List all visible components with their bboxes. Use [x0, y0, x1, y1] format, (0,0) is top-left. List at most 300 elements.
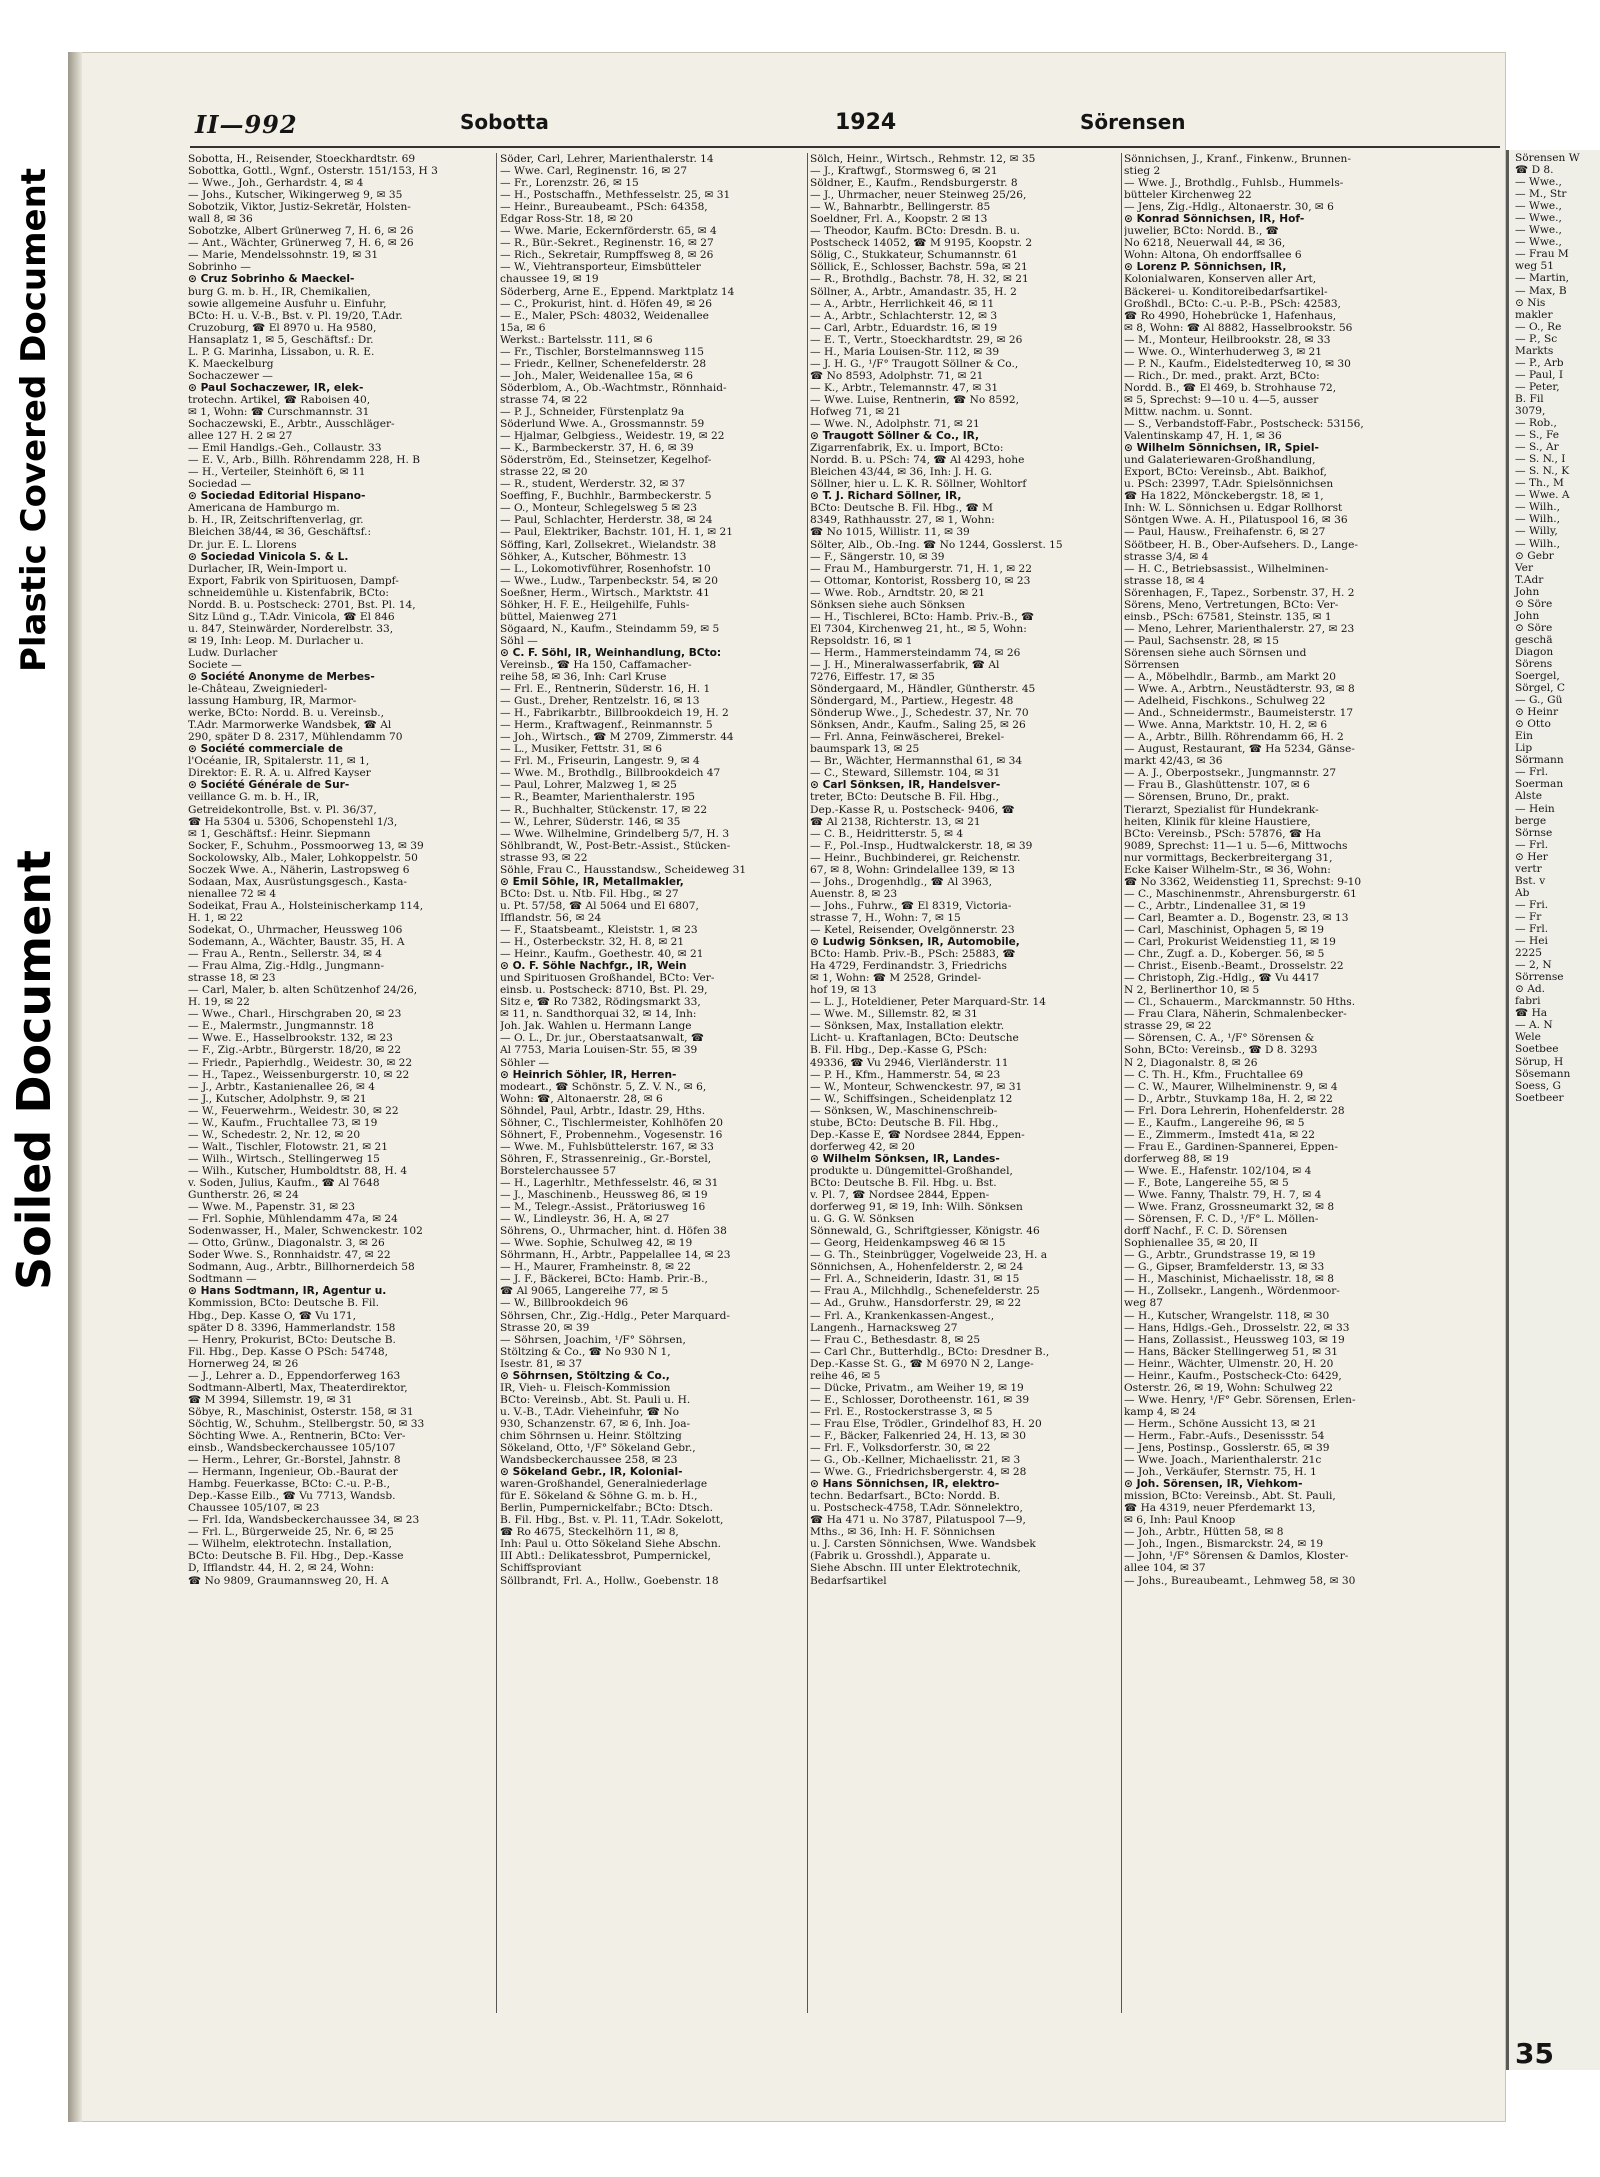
directory-entry-line: u. G. G. W. Sönksen	[810, 1213, 915, 1226]
directory-entry-line: — R., Buchhalter, Stückenstr. 17, ✉ 22	[500, 803, 708, 816]
directory-entry-line: 8349, Rathhausstr. 27, ✉ 1, Wohn:	[810, 514, 995, 527]
directory-entry-line: ⊙ C. F. Söhl, IR, Weinhandlung, BCto:	[500, 646, 722, 659]
directory-entry-line: Direktor: E. R. A. u. Alfred Kayser	[188, 767, 371, 780]
directory-entry-line: — Frau Alma, Zig.-Hdlg., Jungmann-	[188, 960, 385, 973]
directory-entry-line: Söhle, Frau C., Hausstandsw., Scheideweg 31	[500, 863, 747, 876]
directory-entry-line: einsb. u. Postscheck: 8710, Bst. Pl. 29,	[500, 984, 708, 997]
directory-entry-line: ☎ Al 9065, Langereihe 77, ✉ 5	[500, 1285, 669, 1298]
directory-entry-line: — K., Barmbeckerstr. 37, H. 6, ✉ 39	[500, 442, 694, 455]
directory-entry-line: ✉ 1, Wohn: ☎ M 2528, Grindel-	[810, 972, 982, 985]
directory-entry-line: Nordd. B., ☎ El 469, b. Strohhause 72,	[1124, 381, 1337, 394]
directory-entry-line: — Frau E., Gardinen-Spannerei, Eppen-	[1124, 1140, 1338, 1153]
directory-entry-line: Söhnert, F., Probennehm., Vogesenstr. 16	[500, 1128, 723, 1141]
directory-entry-line: — Wwe. M., Papenstr. 31, ✉ 23	[188, 1201, 355, 1214]
directory-entry-line: — Christ., Eisenb.-Beamt., Drosselstr. 22	[1124, 960, 1344, 973]
next-page-line: — Fri.	[1515, 898, 1549, 911]
directory-entry-line: — Wilh., Kutscher, Humboldtstr. 88, H. 4	[188, 1164, 408, 1177]
directory-entry-line: — Herm., Hammersteindamm 74, ✉ 26	[810, 646, 1021, 659]
column-divider	[496, 153, 497, 2013]
next-page-edge	[1506, 150, 1600, 2070]
directory-entry-line: El 7304, Kirchenweg 21, ht., ✉ 5, Wohn:	[810, 622, 1027, 635]
directory-entry-line: Socker, F., Schuhm., Possmoorweg 13, ✉ 39	[188, 839, 424, 852]
directory-entry-line: lassung Hamburg, IR, Marmor-	[188, 695, 357, 708]
directory-entry-line: — Paul, Hausw., Freihafenstr. 6, ✉ 27	[1124, 526, 1326, 539]
directory-entry-line: — Wwe. Fanny, Thalstr. 79, H. 7, ✉ 4	[1124, 1189, 1322, 1202]
directory-entry-line: Söffing, Karl, Zollsekret., Wielandstr. 38	[500, 538, 717, 551]
directory-entry-line: — Hans, Bäcker Stellingerweg 51, ✉ 31	[1124, 1345, 1338, 1358]
next-page-line: ⊙ Otto	[1515, 718, 1551, 731]
next-page-line: Sörens	[1515, 657, 1553, 670]
directory-entry-line: Sitz Lünd g., T.Adr. Vinicola, ☎ El 846	[188, 610, 395, 623]
directory-entry-line: D, Ifflandstr. 44, H. 2, ✉ 24, Wohn:	[188, 1562, 375, 1575]
directory-entry-line: Sönderup Wwe., J., Schedestr. 37, Nr. 70	[810, 707, 1029, 720]
directory-entry-line: Söderblom, A., Ob.-Wachtmstr., Rönnhaid-	[500, 381, 727, 394]
directory-entry-line: Werkst.: Bartelsstr. 111, ✉ 6	[500, 333, 653, 346]
directory-entry-line: Sönksen, Andr., Kaufm., Saling 25, ✉ 26	[810, 719, 1026, 732]
directory-entry-line: — E., Kaufm., Langereihe 96, ✉ 5	[1124, 1116, 1305, 1129]
directory-entry-line: — Wwe. Joach., Marienthalerstr. 21c	[1124, 1454, 1322, 1467]
directory-entry-line: Sodeikat, Frau A., Holsteinischerkamp 114,	[188, 899, 424, 912]
directory-entry-line: — Wwe. J., Brothdlg., Fuhlsb., Hummels-	[1124, 177, 1344, 190]
directory-entry-line: — Wwe. E., Hasselbrookstr. 132, ✉ 23	[188, 1032, 393, 1045]
directory-entry-line: — A. J., Oberpostsekr., Jungmannstr. 27	[1124, 767, 1337, 780]
directory-entry-line: — R., Beamter, Marienthalerstr. 195	[500, 791, 695, 804]
directory-entry-line: — H., Tapez., Weissenburgerstr. 10, ✉ 22	[188, 1068, 410, 1081]
directory-entry-line: — Frau C., Bethesdastr. 8, ✉ 25	[810, 1333, 981, 1346]
directory-entry-line: bütteler Kirchenweg 22	[1124, 189, 1252, 202]
directory-entry-line: Sobrinho —	[188, 261, 251, 274]
directory-entry-line: Langenh., Harnacksweg 27	[810, 1321, 958, 1334]
directory-entry-line: ✉ 1, Wohn: ☎ Curschmannstr. 31	[188, 405, 370, 418]
next-page-line: 2225	[1515, 947, 1542, 960]
directory-entry-line: — Chr., Zugf. a. D., Koberger. 56, ✉ 5	[1124, 948, 1325, 961]
next-page-line: — Hei	[1515, 935, 1548, 948]
directory-entry-line: strasse 22, ✉ 20	[500, 466, 588, 479]
directory-entry-line: einsb., PSch: 67581, Steinstr. 135, ✉ 1	[1124, 610, 1332, 623]
directory-entry-line: — Ant., Wächter, Grünerweg 7, H. 6, ✉ 26	[188, 237, 414, 250]
directory-entry-line: — Frau A., Rentn., Sellerstr. 34, ✉ 4	[188, 948, 383, 961]
next-page-line: Soergel,	[1515, 670, 1560, 683]
next-page-line: — 2, N	[1515, 959, 1552, 972]
directory-entry-line: — Johs., Drogenhdlg., ☎ Al 3963,	[810, 875, 992, 888]
directory-entry-line: N 2, Berlinerthor 10, ✉ 5	[1124, 984, 1260, 997]
directory-entry-line: — J. F., Bäckerei, BCto: Hamb. Prir.-B.,	[500, 1273, 708, 1286]
directory-entry-line: Joh. Jak. Wahlen u. Hermann Lange	[500, 1020, 692, 1033]
directory-entry-line: — Carl, Arbtr., Eduardstr. 16, ✉ 19	[810, 321, 998, 334]
directory-entry-line: Sodekat, O., Uhrmacher, Heussweg 106	[188, 924, 403, 936]
next-page-line: T.Adr	[1515, 573, 1544, 586]
directory-entry-line: — Marie, Mendelssohnstr. 19, ✉ 31	[188, 249, 379, 262]
next-page-line: — Martin,	[1515, 272, 1570, 285]
directory-entry-line: — Wwe. A., Arbtrn., Neustädterstr. 93, ✉ 8	[1124, 683, 1355, 696]
directory-entry-line: — C., Prokurist, hint. d. Höfen 49, ✉ 26	[500, 297, 712, 310]
directory-entry-line: Sögaard, N., Kaufm., Steindamm 59, ✉ 5	[500, 622, 720, 635]
soiled-document-label: Soiled Document	[7, 849, 61, 1291]
directory-entry-line: B. Fil. Hbg., Dep.-Kasse G, PSch:	[810, 1044, 988, 1057]
directory-entry-line: ✉ 8, Wohn: ☎ Al 8882, Hasselbrookstr. 56	[1124, 321, 1353, 334]
directory-entry-line: dorferweg 42, ✉ 20	[810, 1140, 915, 1153]
directory-entry-line: — Otto, Grünw., Diagonalstr. 3, ✉ 26	[188, 1237, 385, 1250]
next-page-line: — Wilh.,	[1515, 501, 1560, 514]
directory-entry-line: Nordd. B. u. PSch: 74, ☎ Al 4293, hohe	[810, 454, 1025, 467]
directory-entry-line: No 6218, Neuerwall 44, ✉ 36,	[1124, 237, 1286, 250]
directory-entry-line: Sodmann, Aug., Arbtr., Billhornerdeich 58	[188, 1261, 415, 1274]
directory-entry-line: — L., Musiker, Fettstr. 31, ✉ 6	[500, 743, 662, 756]
directory-entry-line: Inh: W. L. Sönnichsen u. Edgar Rollhorst	[1124, 502, 1343, 515]
next-page-line: ⊙ Heinr	[1515, 706, 1559, 719]
directory-entry-line: ⊙ Lorenz P. Sönnichsen, IR,	[1124, 261, 1287, 274]
directory-entry-line: Dep.-Kasse St. G., ☎ M 6970 N 2, Lange-	[810, 1357, 1034, 1370]
directory-entry-line: ✉ 5, Sprechst: 9—10 u. 4—5, ausser	[1124, 393, 1319, 406]
directory-entry-line: Sönksen siehe auch Sönksen	[810, 598, 965, 611]
directory-entry-line: — Carl, Beamter a. D., Bogenstr. 23, ✉ 13	[1124, 911, 1349, 924]
directory-entry-line: modeart., ☎ Schönstr. 5, Z. V. N., ✉ 6,	[500, 1080, 707, 1093]
directory-entry-line: — Wwe., Joh., Gerhardstr. 4, ✉ 4	[188, 177, 364, 190]
directory-entry-line: Soeldner, Frl. A., Koopstr. 2 ✉ 13	[810, 213, 988, 226]
directory-entry-line: ☎ Ha 471 u. No 3787, Pilatuspool 7—9,	[810, 1514, 1026, 1527]
directory-entry-line: u. PSch: 23997, T.Adr. Spielsönnichsen	[1124, 478, 1334, 491]
directory-entry-line: BCto: Vereinsb., PSch: 57876, ☎ Ha	[1124, 827, 1322, 840]
directory-entry-line: nur vormittags, Beckerbreitergang 31,	[1124, 851, 1333, 864]
next-page-line: Sörensen W	[1515, 152, 1580, 164]
directory-entry-line: — And., Schneidermstr., Baumeisterstr. 17	[1124, 707, 1354, 720]
next-page-line: — S., Fe	[1515, 429, 1559, 442]
directory-entry-line: ☎ Ro 4990, Hohebrücke 1, Hafenhaus,	[1124, 309, 1337, 322]
directory-entry-line: Söllbrandt, Frl. A., Hollw., Goebenstr. 18	[500, 1574, 719, 1587]
next-page-line: Sörgel, C	[1515, 682, 1565, 695]
next-page-line: — Fr	[1515, 910, 1542, 923]
directory-entry-line: ✉ 19, Inh: Leop. M. Durlacher u.	[188, 634, 364, 647]
next-page-line: geschä	[1515, 633, 1553, 646]
column-3	[810, 153, 1118, 2023]
directory-entry-line: Söllner, A., Arbtr., Amandastr. 35, H. 2	[810, 285, 1017, 298]
next-page-line: — Rob.,	[1515, 417, 1557, 430]
directory-entry-line: Edgar Ross-Str. 18, ✉ 20	[500, 213, 633, 226]
directory-entry-line: BCto: Deutsche B. Fil. Hbg., ☎ M	[810, 502, 994, 515]
directory-entry-line: — Henry, Prokurist, BCto: Deutsche B.	[188, 1333, 396, 1346]
next-page-line: — Wwe.,	[1515, 200, 1562, 213]
directory-entry-line: — Wilhelm, elektrotechn. Installation,	[188, 1538, 392, 1551]
directory-entry-line: — Wwe. M., Brothdlg., Billbrookdeich 47	[500, 767, 721, 780]
directory-entry-line: ⊙ Cruz Sobrinho & Maeckel-	[188, 273, 355, 286]
directory-entry-line: H. 1, ✉ 22	[188, 911, 244, 924]
directory-entry-line: — C., Arbtr., Lindenallee 31, ✉ 19	[1124, 899, 1306, 912]
directory-entry-line: — H. C., Betriebsassist., Wilhelminen-	[1124, 562, 1329, 575]
directory-entry-line: — A., Arbtr., Herrlichkeit 46, ✉ 11	[810, 297, 995, 310]
directory-entry-line: N 2, Diagonalstr. 8, ✉ 26	[1124, 1056, 1258, 1069]
directory-entry-line: — P. N., Kaufm., Eidelstedterweg 10, ✉ 30	[1124, 357, 1351, 370]
directory-entry-line: Soder Wwe. S., Ronnhaidstr. 47, ✉ 22	[188, 1249, 391, 1262]
directory-entry-line: Bäckerei- u. Konditoreibedarfsartikel-	[1124, 285, 1328, 298]
directory-entry-line: — Sörensen, Bruno, Dr., prakt.	[1124, 791, 1290, 804]
directory-entry-line: Söhker, A., Kutscher, Böhmestr. 13	[500, 550, 687, 563]
directory-entry-line: — Friedr., Kellner, Schenefelderstr. 28	[500, 357, 707, 370]
next-page-line: — P., Sc	[1515, 332, 1558, 345]
directory-entry-line: — Ottomar, Kontorist, Rossberg 10, ✉ 23	[810, 574, 1031, 587]
directory-entry-line: — Frl. E., Rostockerstrasse 3, ✉ 5	[810, 1405, 993, 1418]
directory-entry-line: ⊙ Hans Sönnichsen, IR, elektro-	[810, 1478, 1000, 1491]
directory-entry-line: Söchting Wwe. A., Rentnerin, BCto: Ver-	[188, 1429, 406, 1442]
directory-entry-line: BCto: H. u. V.-B., Bst. v. Pl. 19/20, T.Adr.	[188, 309, 403, 322]
next-page-line: Sörnse	[1515, 826, 1553, 839]
directory-entry-line: — Herm., Schöne Aussicht 13, ✉ 21	[1124, 1417, 1317, 1430]
directory-entry-line: Sodtmann —	[188, 1273, 257, 1286]
directory-entry-line: Sohn, BCto: Vereinsb., ☎ D 8. 3293	[1124, 1044, 1318, 1057]
directory-entry-line: — Carl, Prokurist Weidenstieg 11, ✉ 19	[1124, 936, 1336, 949]
first-entry-word: Sobotta	[460, 110, 549, 134]
directory-entry-line: Sochaczewer —	[188, 369, 273, 382]
directory-entry-line: heiten, Klinik für kleine Haustiere,	[1124, 815, 1311, 828]
directory-entry-line: — Wwe. N., Adolphstr. 71, ✉ 21	[810, 418, 980, 431]
directory-entry-line: ☎ Al 2138, Richterstr. 13, ✉ 21	[810, 815, 981, 828]
directory-entry-line: — Gust., Dreher, Rentzelstr. 16, ✉ 13	[500, 695, 700, 708]
directory-entry-line: Mittw. nachm. u. Sonnt.	[1124, 405, 1253, 418]
directory-entry-line: — Joh., Verkäufer, Sternstr. 75, H. 1	[1124, 1466, 1317, 1479]
directory-entry-line: allee 104, ✉ 37	[1124, 1562, 1206, 1575]
directory-entry-line: kamp 4, ✉ 24	[1124, 1405, 1197, 1418]
next-page-line: — Max, B	[1515, 284, 1567, 297]
directory-entry-line: treter, BCto: Deutsche B. Fil. Hbg.,	[810, 791, 1000, 804]
directory-entry-line: Export, Fabrik von Spirituosen, Dampf-	[188, 574, 399, 587]
page-header	[195, 110, 1485, 140]
directory-entry-line: Sobotta, H., Reisender, Stoeckhardtstr. 69	[188, 153, 416, 165]
directory-entry-line: — Joh., Maler, Weidenallee 15a, ✉ 6	[500, 369, 694, 382]
directory-entry-line: strasse 3/4, ✉ 4	[1124, 550, 1209, 563]
directory-entry-line: techn. Bedarfsart., BCto: Nordd. B.	[810, 1490, 1000, 1503]
directory-entry-line: Sökeland, Otto, ¹/F° Sökeland Gebr.,	[500, 1442, 696, 1455]
directory-entry-line: ⊙ Heinrich Söhler, IR, Herren-	[500, 1068, 677, 1081]
next-page-line: — Wwe.,	[1515, 224, 1562, 237]
directory-entry-line: — Frl. A., Krankenkassen-Angest.,	[810, 1309, 995, 1322]
next-page-line: vertr	[1515, 862, 1542, 875]
directory-entry-line: — Söhrsen, Joachim, ¹/F° Söhrsen,	[500, 1333, 686, 1346]
directory-entry-line: Söbye, R., Maschinist, Osterstr. 158, ✉ 31	[188, 1405, 414, 1418]
directory-entry-line: Al 7753, Maria Louisen-Str. 55, ✉ 39	[500, 1044, 698, 1057]
directory-entry-line: Sörens, Meno, Vertretungen, BCto: Ver-	[1124, 598, 1339, 611]
directory-entry-line: b. H., IR, Zeitschriftenverlag, gr.	[188, 514, 364, 527]
directory-entry-line: Söndergard, M., Partiew., Hegestr. 48	[810, 695, 1014, 708]
directory-entry-line: — C. Th. H., Kfm., Fruchtallee 69	[1124, 1068, 1304, 1081]
next-page-line: Wele	[1515, 1031, 1541, 1044]
directory-entry-line: Americana de Hamburgo m.	[188, 502, 340, 515]
next-page-line: — Peter,	[1515, 380, 1560, 393]
directory-entry-line: — W., Schiffsingen., Scheidenplatz 12	[810, 1092, 1013, 1105]
directory-entry-line: Sörenhagen, F., Tapez., Sorbenstr. 37, H. 2	[1124, 586, 1355, 599]
directory-entry-line: — Carl Chr., Butterhdlg., BCto: Dresdner B.,	[810, 1345, 1050, 1358]
directory-entry-line: ✉ 11, n. Sandthorquai 32, ✉ 14, Inh:	[500, 1008, 697, 1021]
directory-entry-line: 9089, Sprechst: 11—1 u. 5—6, Mittwochs	[1124, 839, 1348, 852]
next-page-line: ⊙ Söre	[1515, 621, 1553, 634]
directory-entry-line: ⊙ Joh. Sörensen, IR, Viehkom-	[1124, 1478, 1303, 1491]
directory-entry-line: — Frau Clara, Näherin, Schmalenbecker-	[1124, 1008, 1347, 1021]
directory-entry-line: — W., Monteur, Schwenckestr. 97, ✉ 31	[810, 1080, 1023, 1093]
directory-entry-line: reihe 58, ✉ 36, Inh: Carl Kruse	[500, 671, 667, 684]
directory-entry-line: Dep.-Kasse E, ☎ Nordsee 2844, Eppen-	[810, 1128, 1025, 1141]
directory-entry-line: Postscheck 14052, ☎ M 9195, Koopstr. 2	[810, 237, 1033, 250]
directory-entry-line: — F., Sängerstr. 10, ✉ 39	[810, 550, 945, 563]
directory-entry-line: — Fr., Tischler, Borstelmannsweg 115	[500, 345, 704, 358]
directory-entry-line: — Sörensen, C. A., ¹/F° Sörensen &	[1124, 1032, 1315, 1045]
directory-entry-line: Söderlund Wwe. A., Grossmannstr. 59	[500, 418, 705, 431]
directory-entry-line: 7276, Eiffestr. 17, ✉ 35	[810, 671, 935, 684]
directory-entry-line: werke, BCto: Nordd. B. u. Vereinsb.,	[188, 707, 385, 720]
directory-entry-line: — O. L., Dr. jur., Oberstaatsanwalt, ☎	[500, 1032, 705, 1045]
directory-entry-line: III Abtl.: Delikatessbrot, Pumpernickel,	[500, 1550, 711, 1563]
directory-entry-line: Sodemann, A., Wächter, Baustr. 35, H. A	[188, 936, 405, 949]
directory-entry-line: — Joh., Wirtsch., ☎ M 2709, Zimmerstr. 44	[500, 731, 734, 744]
directory-entry-line: L. P. G. Marinha, Lissabon, u. R. E.	[188, 345, 375, 358]
directory-entry-line: schneidemühle u. Kistenfabrik, BCto:	[188, 586, 390, 599]
directory-entry-line: — A., Möbelhdlr., Barmb., am Markt 20	[1124, 671, 1336, 684]
directory-entry-line: Societe —	[188, 658, 242, 671]
directory-entry-line: — Wwe. Rob., Arndtstr. 20, ✉ 21	[810, 586, 986, 599]
directory-entry-line: — Sönksen, Max, Installation elektr.	[810, 1020, 1005, 1033]
directory-entry-line: Bleichen 38/44, ✉ 36, Geschäftsf.:	[188, 526, 372, 539]
directory-entry-line: — Georg, Heidenkampsweg 46 ✉ 15	[810, 1237, 1006, 1250]
directory-entry-line: — W., Schedestr. 2, Nr. 12, ✉ 20	[188, 1128, 361, 1141]
directory-entry-line: strasse 74, ✉ 22	[500, 393, 588, 406]
directory-entry-line: — Wwe. M., Sillemstr. 82, ✉ 31	[810, 1008, 978, 1021]
directory-entry-line: Hbg., Dep. Kasse O, ☎ Vu 171,	[188, 1309, 357, 1322]
next-page-line: 3079,	[1515, 404, 1546, 417]
directory-entry-line: Söötbeer, H. B., Ober-Aufsehers. D., Lange-	[1124, 538, 1358, 551]
directory-entry-line: und Galateriewaren-Großhandlung,	[1124, 454, 1316, 467]
directory-entry-line: Söhrens, O., Uhrmacher, hint. d. Höfen 38	[500, 1225, 727, 1238]
directory-entry-line: — Wwe. Wilhelmine, Grindelberg 5/7, H. 3	[500, 827, 730, 840]
next-page-line: John	[1515, 585, 1540, 598]
directory-entry-line: Wohn: ☎, Altonaerstr. 28, ✉ 6	[500, 1092, 663, 1105]
directory-entry-line: Sodenwasser, H., Maler, Schwenckestr. 102	[188, 1225, 423, 1238]
directory-entry-line: ⊙ Wilhelm Sönnichsen, IR, Spiel-	[1124, 442, 1319, 455]
directory-entry-line: — F., Zig.-Arbtr., Bürgerstr. 18/20, ✉ 22	[188, 1044, 402, 1057]
directory-entry-line: produkte u. Düngemittel-Großhandel,	[810, 1164, 1013, 1177]
directory-entry-line: le-Château, Zweigniederl-	[188, 683, 328, 696]
directory-entry-line: — K., Arbtr., Telemannstr. 47, ✉ 31	[810, 381, 999, 394]
directory-entry-line: — Hermann, Ingenieur, Ob.-Baurat der	[188, 1466, 398, 1479]
directory-entry-line: weg 87	[1124, 1297, 1163, 1310]
directory-entry-line: BCto: Deutsche B. Fil. Hbg. u. Bst.	[810, 1176, 997, 1189]
directory-entry-line: Söderström, Ed., Steinsetzer, Kegelhof-	[500, 454, 712, 467]
next-page-line: ☎ Ha	[1515, 1007, 1548, 1020]
next-page-line: Soess, G	[1515, 1079, 1561, 1092]
directory-entry-line: — Paul, Elektriker, Bachstr. 101, H. 1, ✉ 21	[500, 526, 734, 539]
directory-entry-line: — Frau A., Milchhdlg., Schenefelderstr. 25	[810, 1285, 1040, 1298]
directory-entry-line: ✉ 1, Geschäftsf.: Heinr. Siepmann	[188, 827, 371, 840]
directory-entry-line: — J., Kutscher, Adolphstr. 9, ✉ 21	[188, 1092, 367, 1105]
directory-entry-line: — Cl., Schauerm., Marckmannstr. 50 Hths.	[1124, 996, 1356, 1009]
directory-entry-line: — Wwe., Ludw., Tarpenbeckstr. 54, ✉ 20	[500, 574, 719, 587]
directory-entry-line: stieg 2	[1124, 165, 1161, 178]
directory-entry-line: — W., Viehtransporteur, Eimsbütteler	[500, 261, 701, 274]
column-divider	[1121, 153, 1122, 2013]
directory-entry-line: Ludw. Durlacher	[188, 646, 278, 659]
next-page-line: ☎ D 8.	[1515, 164, 1554, 177]
directory-entry-line: — M., Monteur, Heilbrookstr. 28, ✉ 33	[1124, 333, 1331, 346]
next-page-line: — Willy,	[1515, 525, 1558, 538]
next-page-line: — O., Re	[1515, 320, 1562, 333]
next-page-line: Soetbeer	[1515, 1091, 1564, 1104]
next-page-line: — Frl.	[1515, 923, 1549, 935]
directory-entry-line: mission, BCto: Vereinsb., Abt. St. Pauli,	[1124, 1490, 1336, 1503]
directory-entry-line: Sophienallee 35, ✉ 20, II	[1124, 1237, 1258, 1250]
directory-entry-line: — H., Zollsekr., Langenh., Wördenmoor-	[1124, 1285, 1340, 1298]
directory-entry-line: Söntgen Wwe. A. H., Pilatuspool 16, ✉ 36	[1124, 514, 1348, 527]
directory-entry-line: — S., Verbandstoff-Fabr., Postscheck: 53156,	[1124, 418, 1364, 431]
directory-entry-line: markt 42/43, ✉ 36	[1124, 755, 1223, 768]
directory-entry-line: ☎ No 9809, Graumannsweg 20, H. A	[188, 1574, 389, 1587]
directory-entry-line: — Carl, Maler, b. alten Schützenhof 24/26,	[188, 984, 418, 997]
next-page-line: — Paul, I	[1515, 368, 1564, 381]
directory-entry-line: — Herm., Kraftwagenf., Reinmannstr. 5	[500, 719, 713, 732]
directory-entry-line: — Walt., Tischler, Flotowstr. 21, ✉ 21	[188, 1140, 389, 1153]
directory-entry-line: — E. V., Arb., Billh. Röhrendamm 228, H. B	[188, 454, 421, 467]
directory-entry-line: u. Pt. 57/58, ☎ Al 5064 und El 6807,	[500, 899, 699, 912]
directory-entry-line: juwelier, BCto: Nordd. B., ☎	[1124, 225, 1279, 238]
directory-entry-line: — E., Schlosser, Dorotheenstr. 161, ✉ 39	[810, 1393, 1030, 1406]
directory-entry-line: — Joh., Ingen., Bismarckstr. 24, ✉ 19	[1124, 1538, 1324, 1551]
directory-entry-line: Durlacher, IR, Wein-Import u.	[188, 562, 347, 575]
directory-entry-line: ☎ No 3362, Weidenstieg 11, Sprechst: 9-10	[1124, 875, 1362, 888]
directory-entry-line: — H., Tischlerei, BCto: Hamb. Priv.-B., ☎	[810, 610, 1035, 623]
next-page-line: Diagon	[1515, 645, 1554, 658]
directory-entry-line: 15a, ✉ 6	[500, 321, 546, 334]
next-page-line: Sösemann	[1515, 1067, 1571, 1080]
next-page-line: fabri	[1515, 995, 1541, 1008]
next-page-line: B. Fil	[1515, 392, 1544, 405]
next-page-number: 35	[1515, 2037, 1554, 2070]
directory-entry-line: ☎ Ha 5304 u. 5306, Schopenstehl 1/3,	[188, 815, 398, 828]
directory-entry-line: — J., Kraftwgf., Stormsweg 6, ✉ 21	[810, 165, 998, 178]
directory-entry-line: — A., Arbtr., Billh. Röhrendamm 66, H. 2	[1124, 731, 1344, 744]
directory-entry-line: Sölig, C., Stukkateur, Schumannstr. 61	[810, 249, 1018, 262]
directory-entry-line: ☎ Ro 4675, Steckelhörn 11, ✉ 8,	[500, 1526, 679, 1539]
directory-entry-line: — C., Steward, Sillemstr. 104, ✉ 31	[810, 767, 1001, 780]
next-page-line: — Frau M	[1515, 248, 1569, 261]
directory-entry-line: — Rich., Sekretair, Rumpffsweg 8, ✉ 26	[500, 249, 714, 262]
directory-entry-line: burg G. m. b. H., IR, Chemikalien,	[188, 285, 371, 298]
directory-entry-line: — E. T., Vertr., Stoeckhardtstr. 29, ✉ 26	[810, 333, 1023, 346]
next-page-line: — A. N	[1515, 1019, 1553, 1032]
directory-entry-line: ⊙ Hans Sodtmann, IR, Agentur u.	[188, 1285, 387, 1298]
directory-entry-line: — Frl. Ida, Wandsbeckerchaussee 34, ✉ 23	[188, 1514, 420, 1527]
directory-entry-line: Wohn: Altona, Oh endorffsallee 6	[1124, 249, 1302, 262]
directory-entry-line: IR, Vieh- u. Fleisch-Kommission	[500, 1381, 671, 1394]
directory-entry-line: Hofweg 71, ✉ 21	[810, 405, 901, 418]
directory-entry-line: Großhdl., BCto: C.-u. P.-B., PSch: 42583,	[1124, 297, 1341, 310]
directory-entry-line: Borstelerchaussee 57	[500, 1164, 617, 1177]
next-page-line: Markts	[1515, 344, 1554, 357]
directory-entry-line: Sockolowsky, Alb., Maler, Lohkoppelstr. 50	[188, 851, 418, 864]
directory-entry-line: ⊙ Konrad Sönnichsen, IR, Hof-	[1124, 213, 1305, 226]
directory-entry-line: Sochaczewski, E., Arbtr., Ausschläger-	[188, 418, 395, 431]
directory-entry-line: strasse 93, ✉ 22	[500, 851, 588, 864]
directory-entry-line: Söder, Carl, Lehrer, Marienthalerstr. 14	[500, 153, 714, 165]
directory-entry-line: — G., Arbtr., Grundstrasse 19, ✉ 19	[1124, 1249, 1316, 1262]
directory-entry-line: — Frau Else, Trödler., Grindelhof 83, H. 20	[810, 1417, 1042, 1430]
directory-entry-line: wall 8, ✉ 36	[188, 213, 253, 226]
directory-entry-line: ⊙ Sociedad Editorial Hispano-	[188, 490, 366, 503]
directory-entry-line: — H., Kutscher, Wrangelstr. 118, ✉ 30	[1124, 1309, 1330, 1322]
next-page-line: Bst. v	[1515, 874, 1546, 887]
directory-entry-line: trotechn. Artikel, ☎ Raboisen 40,	[188, 393, 371, 406]
directory-entry-line: Bedarfsartikel	[810, 1574, 887, 1587]
directory-entry-line: BCto: Vereinsb., Abt. St. Pauli u. H.	[500, 1393, 691, 1406]
directory-entry-line: Wandsbeckerchaussee 258, ✉ 23	[500, 1454, 678, 1467]
next-page-line: ⊙ Söre	[1515, 597, 1553, 610]
directory-entry-line: ⊙ Paul Sochaczewer, IR, elek-	[188, 381, 364, 394]
directory-entry-line: — Sönksen, W., Maschinenschreib-	[810, 1104, 998, 1117]
directory-entry-line: 67, ✉ 8, Wohn: Grindelallee 139, ✉ 13	[810, 863, 1015, 876]
